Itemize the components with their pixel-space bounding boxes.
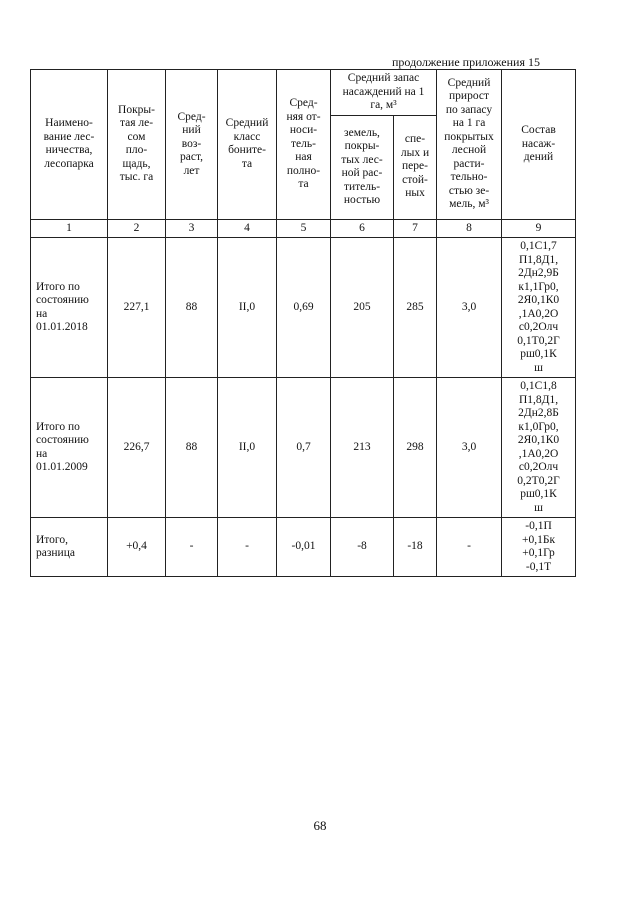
growth-cell: -	[437, 518, 502, 577]
header-growth: Средний прирост по запасу на 1 га покрытых лесной расти- тельно- стью зе- мель, м³	[437, 70, 502, 220]
stock-mature-cell: 298	[394, 378, 437, 518]
header-composition: Состав насаж- дений	[502, 70, 576, 220]
density-cell: 0,7	[277, 378, 331, 518]
header-area: Покры- тая ле- сом пло- щадь, тыс. га	[108, 70, 166, 220]
page-number: 68	[313, 818, 327, 833]
column-number: 6	[331, 219, 394, 238]
table-caption: продолжение приложения 15	[392, 55, 540, 69]
stock-mature-cell: 285	[394, 238, 437, 378]
column-number: 9	[502, 219, 576, 238]
column-number: 8	[437, 219, 502, 238]
column-number: 5	[277, 219, 331, 238]
column-number: 7	[394, 219, 437, 238]
header-stock: Средний запас насаждений на 1 га, м³	[331, 70, 437, 116]
row-label: Итого по состоянию на 01.01.2018	[31, 238, 108, 378]
header-forestry: Наимено- вание лес- ничества, лесопарка	[31, 70, 108, 220]
table-row	[31, 378, 576, 518]
age-cell: -	[166, 518, 218, 577]
table-row	[31, 518, 576, 577]
stock-total-cell: -8	[331, 518, 394, 577]
area-cell: 227,1	[108, 238, 166, 378]
row-label: Итого по состоянию на 01.01.2009	[31, 378, 108, 518]
forest-table	[30, 69, 576, 577]
row-label: Итого, разница	[31, 518, 108, 577]
composition-cell: 0,1С1,7 П1,8Д1, 2Дн2,9Б к1,1Гр0, 2Я0,1К0 ,1А0,2О с0,2Олч 0,1Т0,2Г рш0,1К ш	[502, 238, 576, 378]
table-row	[31, 238, 576, 378]
age-cell: 88	[166, 378, 218, 518]
column-number: 4	[218, 219, 277, 238]
composition-cell: -0,1П +0,1Бк +0,1Гр -0,1Т	[502, 518, 576, 577]
bonitet-cell: -	[218, 518, 277, 577]
age-cell: 88	[166, 238, 218, 378]
stock-total-cell: 213	[331, 378, 394, 518]
area-cell: 226,7	[108, 378, 166, 518]
column-number-row	[31, 219, 576, 238]
density-cell: -0,01	[277, 518, 331, 577]
composition-cell: 0,1С1,8 П1,8Д1, 2Дн2,8Б к1,0Гр0, 2Я0,1К0 ,1А0,2О с0,2Олч 0,2Т0,2Г рш0,1К ш	[502, 378, 576, 518]
stock-total-cell: 205	[331, 238, 394, 378]
growth-cell: 3,0	[437, 378, 502, 518]
density-cell: 0,69	[277, 238, 331, 378]
header-stock-covered: земель, покры- тых лес- ной рас- титель- ностью	[331, 115, 394, 219]
header-bonitet: Средний класс боните- та	[218, 70, 277, 220]
stock-mature-cell: -18	[394, 518, 437, 577]
column-number: 3	[166, 219, 218, 238]
column-number: 2	[108, 219, 166, 238]
bonitet-cell: II,0	[218, 378, 277, 518]
header-stock-mature: спе- лых и пере- стой- ных	[394, 115, 437, 219]
bonitet-cell: II,0	[218, 238, 277, 378]
header-density: Сред- няя от- носи- тель- ная полно- та	[277, 70, 331, 220]
column-number: 1	[31, 219, 108, 238]
growth-cell: 3,0	[437, 238, 502, 378]
header-row	[31, 70, 576, 116]
area-cell: +0,4	[108, 518, 166, 577]
header-age: Сред- ний воз- раст, лет	[166, 70, 218, 220]
